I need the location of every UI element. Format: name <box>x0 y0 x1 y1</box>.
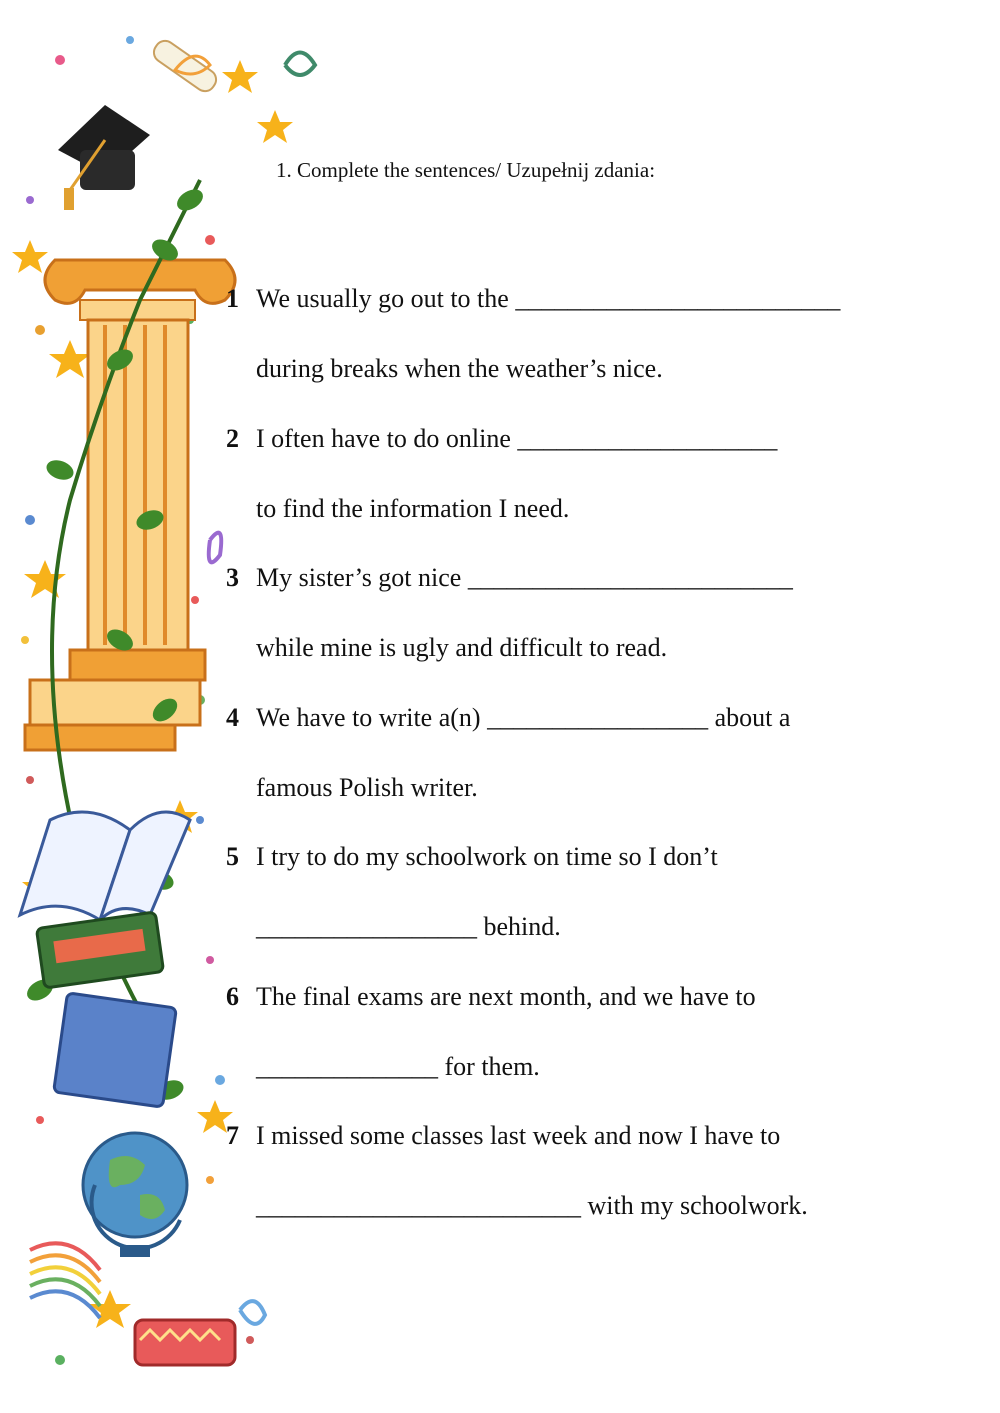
sentence-line: My sister’s got nice _________________________ <box>256 563 793 592</box>
sentence-line: We usually go out to the _________________________ <box>256 284 841 313</box>
sentence-line: famous Polish writer. <box>256 773 478 802</box>
column-illustration <box>25 260 235 750</box>
sentence-line: while mine is ugly and difficult to read. <box>256 633 668 662</box>
sentence-line: I missed some classes last week and now I have to <box>256 1121 781 1150</box>
sentence-line: We have to write a(n) _________________ about a <box>256 703 791 732</box>
stacked-books-icon <box>36 912 176 1107</box>
sentence-line: The final exams are next month, and we have to <box>256 982 756 1011</box>
item-number: 6 <box>226 982 239 1011</box>
item-number: 1 <box>226 284 239 313</box>
sentence-line: I often have to do online ____________________ <box>256 424 778 453</box>
item-number: 5 <box>226 842 239 871</box>
item-number: 4 <box>226 703 239 732</box>
diploma-scroll-icon <box>150 37 220 95</box>
sentence-line: ______________ for them. <box>256 1052 540 1081</box>
party-cake-icon <box>135 1320 235 1365</box>
sentence-line: to find the information I need. <box>256 494 570 523</box>
sentence-line: during breaks when the weather’s nice. <box>256 354 663 383</box>
item-number: 7 <box>226 1121 239 1150</box>
exercise-instruction: 1. Complete the sentences/ Uzupełnij zdania: <box>276 158 656 182</box>
item-number: 2 <box>226 424 239 453</box>
sentence-line: I try to do my schoolwork on time so I don’t <box>256 842 718 871</box>
sentence-line: _________________________ with my schoolwork. <box>256 1191 808 1220</box>
sentence-line: _________________ behind. <box>256 912 561 941</box>
graduation-cap-icon <box>58 105 150 210</box>
open-book-icon <box>20 812 190 920</box>
item-number: 3 <box>226 563 239 592</box>
globe-icon <box>83 1133 187 1257</box>
